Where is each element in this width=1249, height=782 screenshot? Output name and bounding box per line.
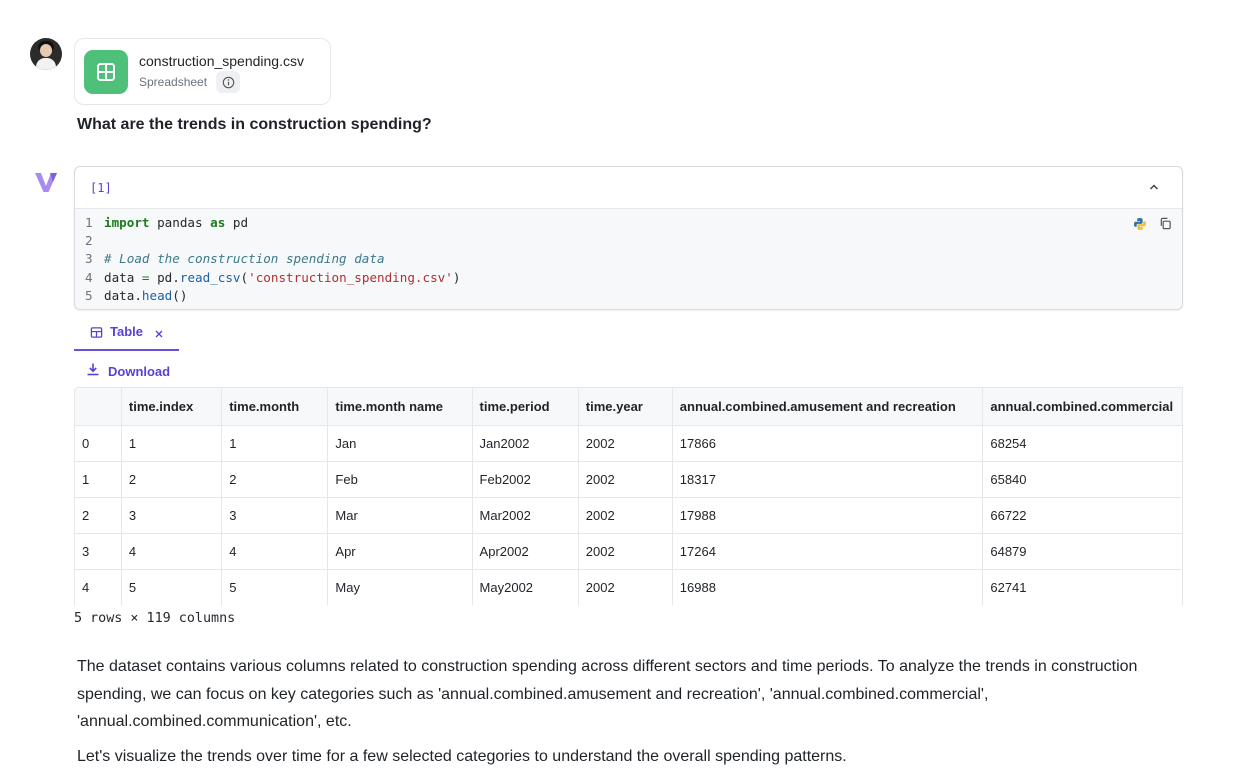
tab-table[interactable] bbox=[74, 318, 179, 351]
table-header-row bbox=[75, 388, 1183, 425]
table-cell: 3 bbox=[75, 533, 121, 569]
column-header[interactable]: annual.combined.amusement and recreation bbox=[672, 388, 983, 425]
code-line: 3 # Load the construction spending data bbox=[85, 251, 385, 267]
table-shape-info: 5 rows × 119 columns bbox=[74, 611, 236, 626]
table-cell: 17264 bbox=[672, 533, 983, 569]
spreadsheet-icon bbox=[84, 50, 128, 94]
table-cell: 1 bbox=[75, 461, 121, 497]
table-cell: 2 bbox=[121, 461, 221, 497]
code-cell[interactable] bbox=[74, 166, 1183, 310]
table-cell: 16988 bbox=[672, 569, 983, 605]
user-avatar bbox=[30, 38, 62, 70]
table-cell: 2002 bbox=[578, 461, 672, 497]
table-cell: Mar bbox=[328, 497, 472, 533]
response-paragraph-2: Let's visualize the trends over time for a few selected categories to understand the overall spending patterns. bbox=[77, 748, 847, 765]
column-header[interactable]: time.index bbox=[121, 388, 221, 425]
table-cell: Mar2002 bbox=[472, 497, 578, 533]
code-line: 1 import pandas as pd bbox=[85, 215, 249, 230]
column-header[interactable]: time.year bbox=[578, 388, 672, 425]
column-header[interactable] bbox=[75, 388, 121, 425]
table-cell: 5 bbox=[121, 569, 221, 605]
table-cell: Feb2002 bbox=[472, 461, 578, 497]
table-cell: 4 bbox=[121, 533, 221, 569]
table-cell: 3 bbox=[121, 497, 221, 533]
table-cell: Jan2002 bbox=[472, 425, 578, 461]
chevron-up-icon[interactable] bbox=[1148, 180, 1160, 198]
table-cell: 1 bbox=[222, 425, 328, 461]
table-cell: 1 bbox=[121, 425, 221, 461]
column-header[interactable]: time.month bbox=[222, 388, 328, 425]
code-cell-header bbox=[75, 167, 1182, 209]
table-row bbox=[75, 425, 1183, 461]
table-row bbox=[75, 569, 1183, 605]
table-cell: Apr bbox=[328, 533, 472, 569]
table-cell: 64879 bbox=[983, 533, 1183, 569]
assistant-logo-icon bbox=[33, 170, 59, 199]
column-header[interactable]: annual.combined.commercial bbox=[983, 388, 1183, 425]
table-cell: Feb bbox=[328, 461, 472, 497]
table-cell: 65840 bbox=[983, 461, 1183, 497]
code-line: 4 data = pd.read_csv('construction_spending.csv') bbox=[85, 269, 461, 285]
table-cell: 18317 bbox=[672, 461, 983, 497]
column-header[interactable]: time.period bbox=[472, 388, 578, 425]
table-cell: 2 bbox=[222, 461, 328, 497]
table-cell: 68254 bbox=[983, 425, 1183, 461]
table-cell: 2002 bbox=[578, 569, 672, 605]
table-cell: 66722 bbox=[983, 497, 1183, 533]
table-cell: 2 bbox=[75, 497, 121, 533]
table-cell: May bbox=[328, 569, 472, 605]
table-cell: 5 bbox=[222, 569, 328, 605]
table-cell: 0 bbox=[75, 425, 121, 461]
python-icon[interactable] bbox=[1133, 217, 1147, 236]
download-label: Download bbox=[108, 364, 171, 379]
code-editor[interactable] bbox=[75, 209, 1182, 305]
table-cell: 2002 bbox=[578, 425, 672, 461]
table-cell: 2002 bbox=[578, 533, 672, 569]
table-row bbox=[75, 497, 1183, 533]
attachment-file-name: construction_spending.csv bbox=[139, 53, 304, 69]
copy-icon[interactable] bbox=[1159, 217, 1172, 236]
info-icon[interactable] bbox=[216, 71, 240, 93]
code-line: 2 bbox=[85, 233, 93, 249]
table-cell: May2002 bbox=[472, 569, 578, 605]
table-cell: Apr2002 bbox=[472, 533, 578, 569]
download-icon bbox=[86, 362, 100, 381]
table-icon bbox=[90, 326, 103, 344]
code-line: 5 data.head() bbox=[85, 287, 188, 303]
table-cell: 17866 bbox=[672, 425, 983, 461]
cell-index: [1] bbox=[90, 181, 112, 195]
table-cell: 4 bbox=[75, 569, 121, 605]
tab-table-label: Table bbox=[110, 324, 143, 339]
attachment-card[interactable] bbox=[74, 38, 331, 105]
user-question: What are the trends in construction spending? bbox=[77, 116, 432, 133]
table-cell: 4 bbox=[222, 533, 328, 569]
table-cell: Jan bbox=[328, 425, 472, 461]
column-header[interactable]: time.month name bbox=[328, 388, 472, 425]
close-icon[interactable] bbox=[154, 326, 164, 344]
table-cell: 17988 bbox=[672, 497, 983, 533]
table-row bbox=[75, 461, 1183, 497]
data-table[interactable] bbox=[74, 387, 1183, 605]
table-row bbox=[75, 533, 1183, 569]
download-button[interactable] bbox=[86, 362, 170, 381]
table-cell: 3 bbox=[222, 497, 328, 533]
response-paragraph-1: The dataset contains various columns related to construction spending across different sectors and time periods. To analyze the trends in construction spending, we can focus on key categories such as 'annual.combined.amusement and recreation', 'annual.combined.commercial', 'annual.combined.communication', etc. bbox=[77, 658, 1138, 730]
attachment-file-type: Spreadsheet bbox=[139, 75, 208, 89]
table-cell: 62741 bbox=[983, 569, 1183, 605]
table-cell: 2002 bbox=[578, 497, 672, 533]
